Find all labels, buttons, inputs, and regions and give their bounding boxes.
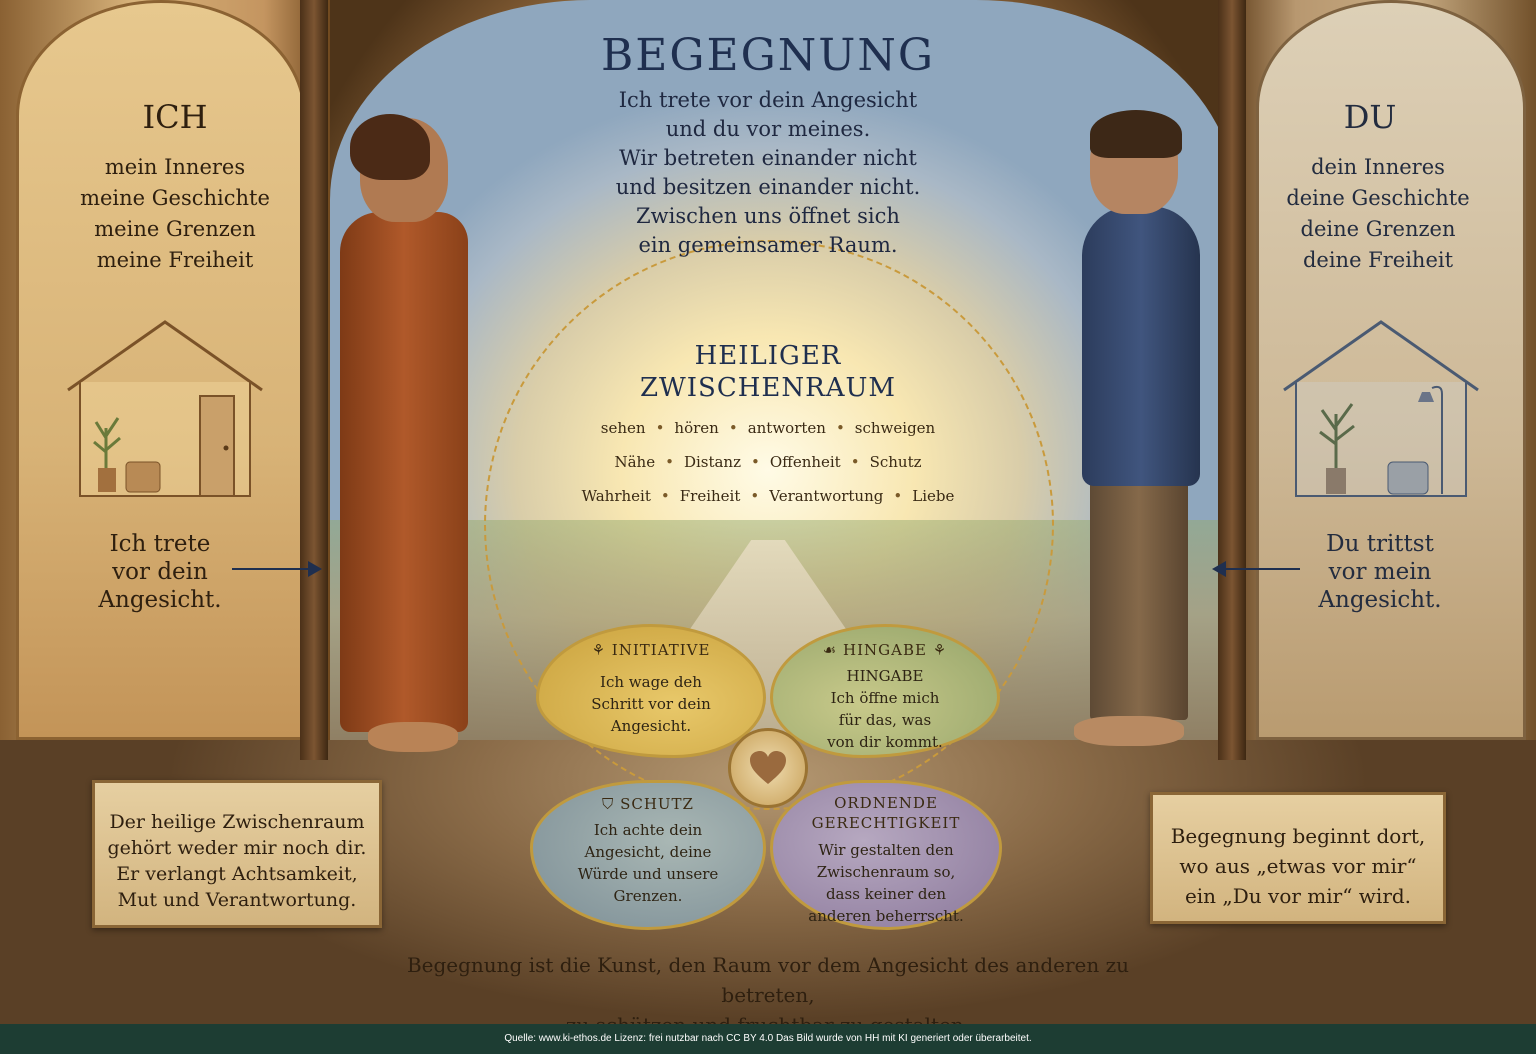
du-item: deine Geschichte xyxy=(1286,186,1470,210)
du-list xyxy=(1260,152,1496,276)
page-title: BEGEGNUNG xyxy=(600,30,936,81)
du-title: DU xyxy=(1343,98,1397,136)
quality-word: Distanz xyxy=(683,453,741,471)
arrow-right-icon xyxy=(232,568,320,570)
petal-ordnung-heading: ORDNENDE GERECHTIGKEIT xyxy=(811,794,961,832)
petal-hingabe-text: Ich öffne mich für das, was von dir kommt. xyxy=(827,689,943,751)
petal-hingabe-heading: HINGABE xyxy=(843,641,927,659)
petal-initiative-text: Ich wage deh Schritt vor dein Angesicht. xyxy=(591,673,711,735)
dot-separator: • xyxy=(728,419,738,437)
du-step-text: Du trittst vor mein Angesicht. xyxy=(1318,531,1442,613)
dot-separator: • xyxy=(893,487,903,505)
quality-word: Verantwortung xyxy=(769,487,884,505)
du-item: deine Grenzen xyxy=(1300,217,1456,241)
petal-initiative xyxy=(536,624,766,758)
petal-initiative-title xyxy=(539,641,763,659)
sprout-icon: ⚘ xyxy=(591,641,607,659)
ich-list xyxy=(60,152,290,276)
note-right xyxy=(1150,792,1446,924)
man-hair xyxy=(1090,110,1182,158)
man-feet xyxy=(1074,716,1184,746)
heart-medallion xyxy=(728,728,808,808)
dot-separator: • xyxy=(660,487,670,505)
quality-word: Nähe xyxy=(614,453,656,471)
du-item: deine Freiheit xyxy=(1302,248,1454,272)
zwischenraum-title: HEILIGER ZWISCHENRAUM xyxy=(639,341,897,403)
quality-word: Offenheit xyxy=(769,453,841,471)
petal-ordnende-gerechtigkeit xyxy=(770,780,1002,930)
shield-icon: ⛉ xyxy=(602,795,615,813)
dot-separator: • xyxy=(655,419,665,437)
quality-word: sehen xyxy=(600,419,646,437)
petal-initiative-heading: INITIATIVE xyxy=(611,641,711,659)
petal-hingabe xyxy=(770,624,1000,758)
petal-ordnung-text: Wir gestalten den Zwischenraum so, dass keiner den anderen beherrscht. xyxy=(808,841,964,925)
quality-word: Freiheit xyxy=(679,487,741,505)
quality-row xyxy=(540,487,996,505)
hand-icon: ☙ xyxy=(822,641,838,659)
arrow-left-icon xyxy=(1214,568,1300,570)
ich-title: ICH xyxy=(142,98,208,136)
du-item: dein Inneres xyxy=(1311,155,1445,179)
source-footer: Quelle: www.ki-ethos.de Lizenz: frei nutzbar nach CC BY 4.0 Das Bild wurde von HH mit KI generiert oder überarbeitet. xyxy=(0,1024,1536,1054)
quality-word: antworten xyxy=(747,419,826,437)
note-left xyxy=(92,780,382,928)
man-legs xyxy=(1090,470,1188,720)
dot-separator: • xyxy=(750,487,760,505)
quality-word: Schutz xyxy=(869,453,922,471)
petal-schutz-title xyxy=(533,795,763,813)
dot-separator: • xyxy=(751,453,760,471)
note-left-text: Der heilige Zwischenraum gehört weder mir noch dir. Er verlangt Achtsamkeit, Mut und Verantwortung. xyxy=(107,811,367,911)
quality-word: hören xyxy=(674,419,719,437)
man-figure xyxy=(1082,206,1200,486)
sprout-icon: ⚘ xyxy=(932,641,948,659)
quality-word: Liebe xyxy=(912,487,955,505)
closing-text: Begegnung ist die Kunst, den Raum vor dem Angesicht des anderen zu betreten, xyxy=(406,953,1130,1007)
woman-hair xyxy=(350,114,430,180)
ich-step-text: Ich trete vor dein Angesicht. xyxy=(98,531,222,613)
woman-figure xyxy=(340,212,468,732)
right-door-post xyxy=(1218,0,1246,760)
dot-separator: • xyxy=(835,419,845,437)
petal-hingabe-title xyxy=(773,641,997,659)
quality-word: schweigen xyxy=(854,419,936,437)
ich-item: meine Geschichte xyxy=(80,186,270,210)
note-right-text: Begegnung beginnt dort, wo aus „etwas vor mir“ ein „Du vor mir“ wird. xyxy=(1170,824,1426,908)
ich-item: meine Freiheit xyxy=(96,248,254,272)
quality-word: Wahrheit xyxy=(581,487,651,505)
house-icon xyxy=(1282,318,1480,500)
left-door-post xyxy=(300,0,328,760)
heart-icon xyxy=(748,750,788,786)
house-icon xyxy=(66,318,264,500)
quality-row xyxy=(540,419,996,437)
quality-row xyxy=(540,453,996,471)
petal-schutz-heading: SCHUTZ xyxy=(620,795,694,813)
woman-feet xyxy=(368,722,458,752)
dot-separator: • xyxy=(850,453,860,471)
ich-item: mein Inneres xyxy=(104,155,246,179)
dot-separator: • xyxy=(665,453,674,471)
intro-text: Ich trete vor dein Angesicht und du vor meines. Wir betreten einander nicht und besitzen einander nicht. Zwischen uns öffnet sich ein gemeinsamer Raum. xyxy=(615,88,921,257)
petal-schutz-text: Ich achte dein Angesicht, deine Würde und unsere Grenzen. xyxy=(577,821,719,905)
petal-hingabe-subheading: HINGABE xyxy=(846,667,924,685)
ich-item: meine Grenzen xyxy=(94,217,256,241)
